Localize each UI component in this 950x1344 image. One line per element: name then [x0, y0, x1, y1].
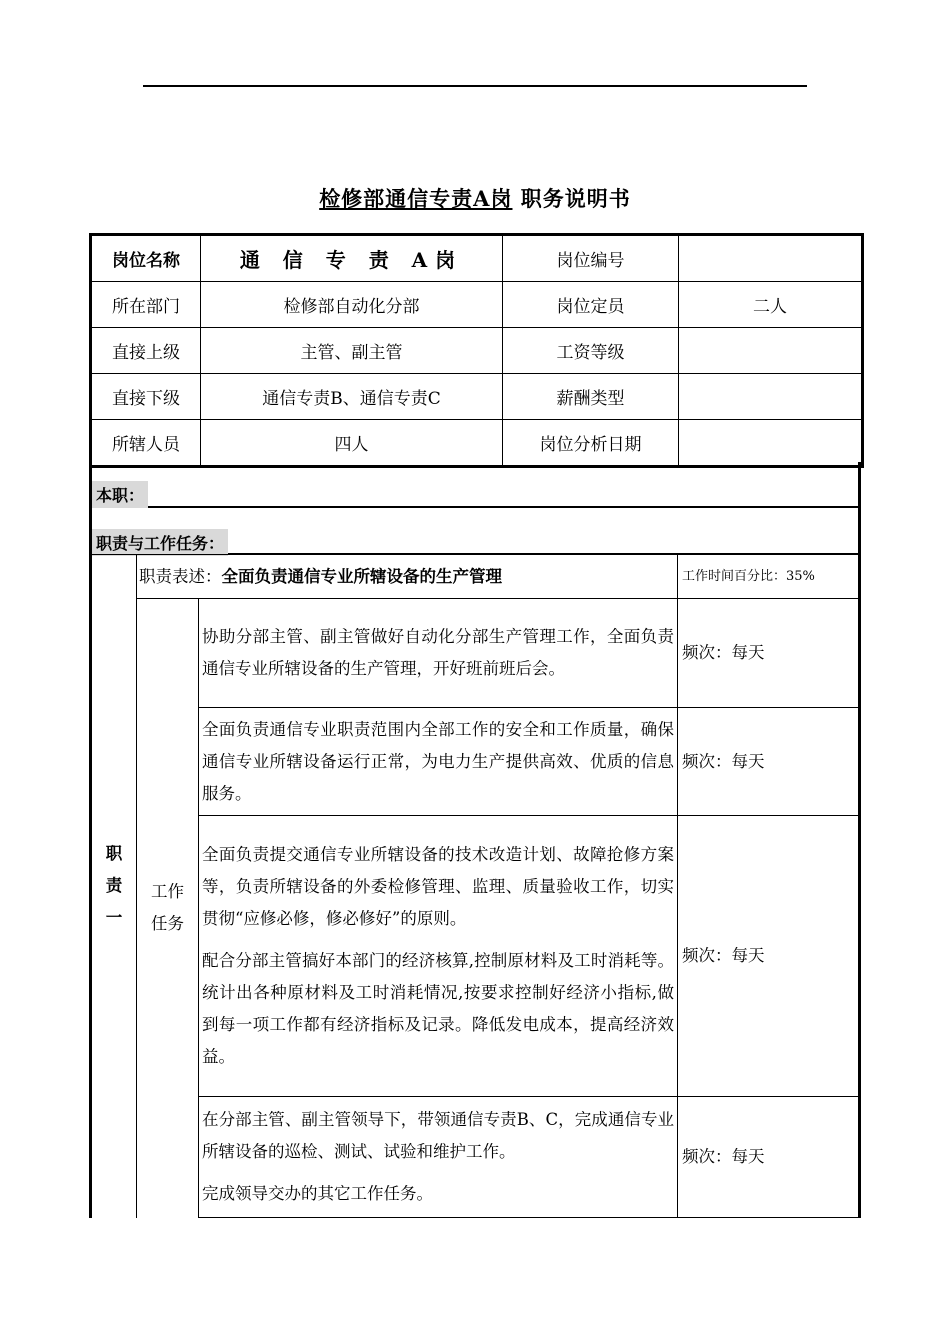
value-position-code	[679, 235, 863, 282]
info-row	[91, 235, 863, 282]
task-paragraph: 完成领导交办的其它工作任务。	[202, 1184, 433, 1203]
task-frequency: 频次：每天	[678, 1097, 860, 1218]
label-analysis-date: 岗位分析日期	[503, 420, 679, 467]
task-row	[91, 708, 860, 816]
label-position-name: 岗位名称	[91, 235, 201, 282]
task-frequency: 频次：每天	[678, 599, 860, 708]
duty-summary-prefix: 职责表述：	[139, 566, 222, 586]
task-label-line: 工作	[151, 882, 184, 902]
task-paragraph: 在分部主管、副主管领导下，带领通信专责B、C，完成通信专业所辖设备的巡检、测试、试验和维护工作。	[202, 1110, 674, 1161]
position-info-table	[89, 233, 864, 468]
title-position: 检修部通信专责A岗	[319, 186, 513, 211]
duty-vertical-char: 责	[105, 876, 123, 896]
task-row	[91, 816, 860, 1097]
value-department: 检修部自动化分部	[201, 282, 503, 328]
page-title	[0, 183, 950, 213]
duty-number-cell	[91, 555, 137, 1218]
task-row	[91, 599, 860, 708]
value-position-name: 通 信 专 责 A岗	[201, 235, 503, 282]
task-frequency: 频次：每天	[678, 708, 860, 816]
time-percent: 工作时间百分比：35%	[678, 555, 860, 599]
section-duties	[89, 508, 861, 554]
task-paragraph: 协助分部主管、副主管做好自动化分部生产管理工作，全面负责通信专业所辖设备的生产管理，开好班前班后会。	[202, 627, 674, 678]
label-salary-grade: 工资等级	[503, 328, 679, 374]
title-suffix: 职务说明书	[512, 186, 631, 211]
task-paragraph: 全面负责通信专业职责范围内全部工作的安全和工作质量，确保通信专业所辖设备运行正常，为电力生产提供高效、优质的信息服务。	[202, 719, 674, 803]
info-row	[91, 420, 863, 467]
task-label-cell	[137, 599, 199, 1218]
duty-summary-text: 全面负责通信专业所辖设备的生产管理	[221, 566, 502, 586]
task-label-line: 任务	[151, 914, 184, 934]
task-description	[199, 599, 678, 708]
info-row	[91, 374, 863, 420]
label-superior: 直接上级	[91, 328, 201, 374]
section-main-duty-label: 本职：	[92, 481, 148, 508]
duty-table	[89, 554, 861, 1218]
task-description	[199, 816, 678, 1097]
label-department: 所在部门	[91, 282, 201, 328]
task-frequency: 频次：每天	[678, 816, 860, 1097]
value-pay-type	[679, 374, 863, 420]
duty-vertical-char: 职	[105, 844, 123, 864]
label-staff: 所辖人员	[91, 420, 201, 467]
task-description	[199, 708, 678, 816]
label-subordinate: 直接下级	[91, 374, 201, 420]
value-superior: 主管、副主管	[201, 328, 503, 374]
task-paragraph: 全面负责提交通信专业所辖设备的技术改造计划、故障抢修方案等，负责所辖设备的外委检修管理、监理、质量验收工作，切实贯彻“应修必修，修必修好”的原则。	[202, 845, 674, 928]
label-position-code: 岗位编号	[503, 235, 679, 282]
section-duties-label: 职责与工作任务：	[92, 529, 228, 556]
value-subordinate: 通信专责B、通信专责C	[201, 374, 503, 420]
value-staff: 四人	[201, 420, 503, 467]
section-main-duty	[89, 462, 861, 508]
value-analysis-date	[679, 420, 863, 467]
label-pay-type: 薪酬类型	[503, 374, 679, 420]
duty-vertical-char: 一	[105, 908, 123, 928]
task-row	[91, 1097, 860, 1218]
header-rule	[143, 85, 807, 87]
task-paragraph: 配合分部主管搞好本部门的经济核算,控制原材料及工时消耗等。统计出各种原材料及工时消耗情况,按要求控制好经济小指标,做到每一项工作都有经济指标及记录。降低发电成本，提高经济效益。	[202, 951, 674, 1066]
info-row	[91, 282, 863, 328]
info-row	[91, 328, 863, 374]
duty-summary	[137, 555, 678, 599]
task-description	[199, 1097, 678, 1218]
label-headcount: 岗位定员	[503, 282, 679, 328]
value-salary-grade	[679, 328, 863, 374]
duty-summary-row	[91, 555, 860, 599]
value-headcount: 二人	[679, 282, 863, 328]
